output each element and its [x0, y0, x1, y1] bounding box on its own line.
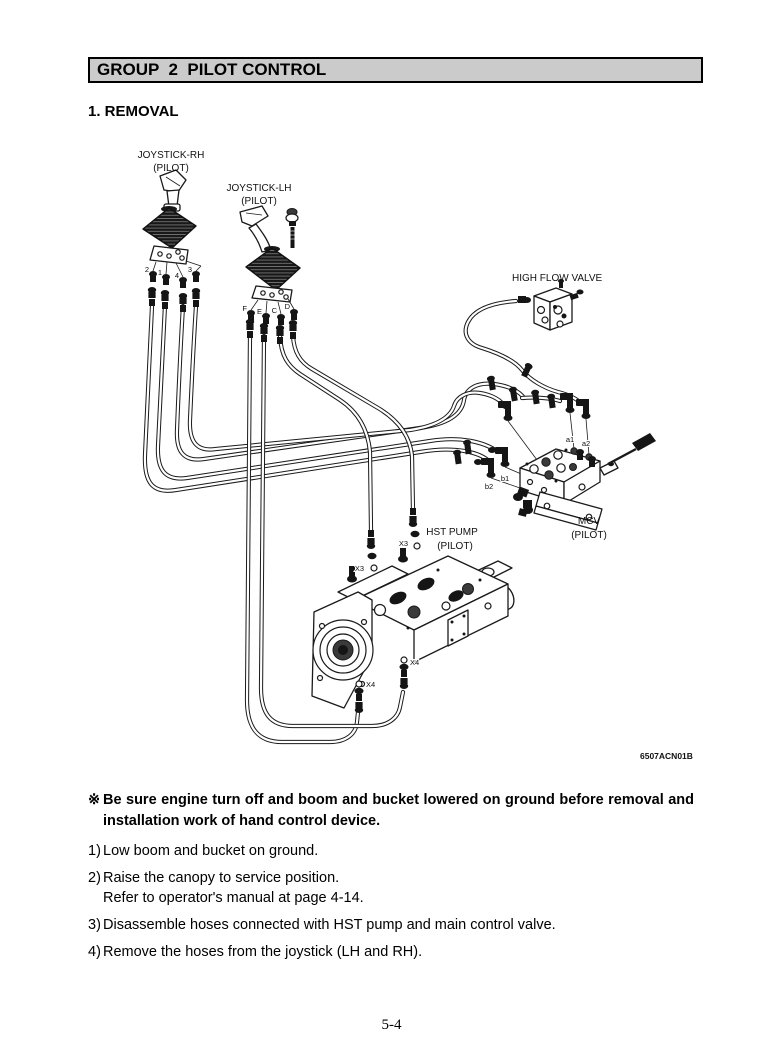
- lh-port-e: E: [256, 307, 262, 316]
- hst-pump-sublabel: (PILOT): [437, 541, 473, 552]
- step-text-line-2: Refer to operator's manual at page 4-14.: [103, 890, 364, 906]
- mcv-sublabel: (PILOT): [571, 530, 607, 541]
- mcv-port-a1: a1: [565, 435, 575, 444]
- mcv-valve: [474, 393, 656, 530]
- step-number: 1): [88, 843, 101, 859]
- step-text: [103, 868, 694, 908]
- high-flow-valve-label: HIGH FLOW VALVE: [512, 273, 603, 284]
- hoses-rh-joystick: [145, 306, 560, 491]
- pump-port-x4-left: X4: [366, 680, 376, 689]
- pilot-control-diagram: [85, 140, 715, 775]
- figure-code: 6507ACN01B: [640, 751, 693, 761]
- rh-port-4: 4: [174, 271, 179, 280]
- mcv-lever: [600, 433, 656, 475]
- step-number: 4): [88, 944, 101, 960]
- mcv-port-b2: b2: [484, 482, 494, 491]
- step-text: Low boom and bucket on ground.: [103, 843, 319, 859]
- step-text: Remove the hoses from the joystick (LH and RH).: [103, 944, 423, 960]
- lh-port-f: F: [242, 304, 247, 313]
- step-number: 3): [88, 917, 101, 933]
- lh-port-c: C: [271, 306, 277, 315]
- step-2: [88, 868, 694, 908]
- joystick-lh-label: JOYSTICK-LH: [226, 183, 292, 194]
- step-3: [88, 915, 694, 935]
- mcv-label: MCV: [577, 516, 601, 527]
- mcv-port-b1: b1: [500, 474, 510, 483]
- mounting-bolt: [286, 209, 298, 249]
- joystick-rh-label: JOYSTICK-RH: [137, 150, 205, 161]
- step-text: Disassemble hoses connected with HST pump and main control valve.: [103, 917, 556, 933]
- high-flow-valve: [518, 279, 584, 330]
- note-marker: ※: [88, 792, 101, 808]
- rh-port-3: 3: [187, 265, 192, 274]
- joystick-lh-sublabel: (PILOT): [241, 196, 277, 207]
- page-number: 5-4: [381, 1017, 402, 1033]
- joystick-lh: [240, 206, 300, 344]
- removal-diagram: [85, 140, 715, 775]
- step-text-line-1: Raise the canopy to service position.: [103, 870, 340, 886]
- lh-port-d: D: [284, 302, 290, 311]
- pump-port-x4-right: X4: [410, 658, 420, 667]
- joystick-rh: [143, 170, 201, 312]
- note-text: Be sure engine turn off and boom and bucket lowered on ground before removal and installation work of hand control device.: [103, 792, 694, 829]
- hst-pump: [312, 508, 518, 713]
- removal-steps: [88, 841, 694, 969]
- rh-port-1: 1: [157, 268, 162, 277]
- mcv-port-a2: a2: [581, 439, 591, 448]
- caution-note: [88, 790, 694, 832]
- pump-port-x3-left: X3: [354, 564, 364, 573]
- rh-port-2: 2: [144, 265, 149, 274]
- hst-pump-label: HST PUMP: [426, 527, 478, 538]
- pump-port-x3-right: X3: [398, 539, 408, 548]
- step-4: [88, 942, 694, 962]
- group-header: GROUP 2 PILOT CONTROL: [88, 57, 703, 83]
- section-title: 1. REMOVAL: [88, 103, 179, 120]
- step-1: [88, 841, 694, 861]
- joystick-rh-sublabel: (PILOT): [153, 163, 189, 174]
- step-number: 2): [88, 870, 101, 886]
